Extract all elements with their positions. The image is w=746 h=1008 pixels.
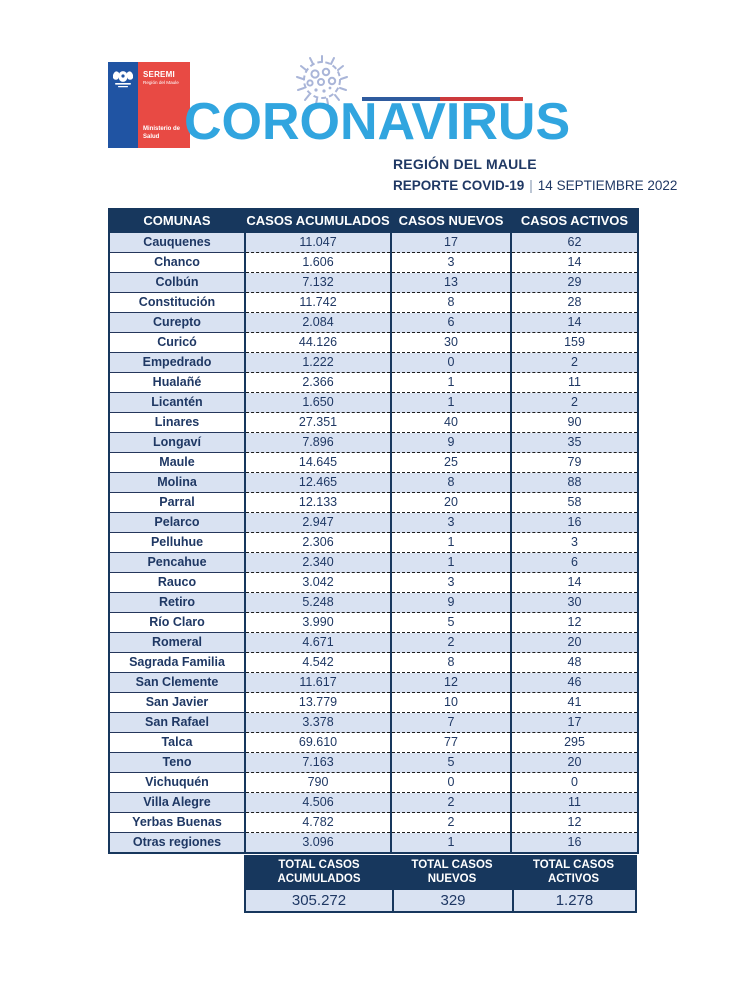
value-cell: 20 [511, 753, 638, 773]
table-row [109, 713, 638, 733]
value-cell: 3.042 [245, 573, 391, 593]
value-cell: 11 [511, 793, 638, 813]
value-cell: 10 [391, 693, 511, 713]
comuna-cell: Colbún [109, 273, 245, 293]
value-cell: 11.742 [245, 293, 391, 313]
comuna-cell: Chanco [109, 253, 245, 273]
value-cell: 8 [391, 653, 511, 673]
value-cell: 6 [511, 553, 638, 573]
value-cell: 17 [511, 713, 638, 733]
value-cell: 12 [511, 813, 638, 833]
value-cell: 5 [391, 613, 511, 633]
value-cell: 3 [511, 533, 638, 553]
column-header-comunas: COMUNAS [109, 209, 245, 232]
value-cell: 58 [511, 493, 638, 513]
table-row [109, 373, 638, 393]
column-header-casos-nuevos: CASOS NUEVOS [391, 209, 511, 232]
totals-header-activos: TOTAL CASOS ACTIVOS [532, 859, 615, 885]
total-nuevos-value: 329 [392, 890, 512, 911]
value-cell: 1.222 [245, 353, 391, 373]
column-header-casos-activos: CASOS ACTIVOS [511, 209, 638, 232]
comuna-cell: Curepto [109, 313, 245, 333]
comuna-cell: Hualañé [109, 373, 245, 393]
value-cell: 16 [511, 513, 638, 533]
comuna-cell: Licantén [109, 393, 245, 413]
value-cell: 3 [391, 513, 511, 533]
value-cell: 20 [511, 633, 638, 653]
table-header-row [109, 209, 638, 232]
value-cell: 44.126 [245, 333, 391, 353]
value-cell: 295 [511, 733, 638, 753]
comuna-cell: Sagrada Familia [109, 653, 245, 673]
comuna-cell: Longaví [109, 433, 245, 453]
comuna-cell: Vichuquén [109, 773, 245, 793]
minsal-logo [108, 62, 190, 148]
report-meta [393, 156, 677, 193]
table-row [109, 753, 638, 773]
logo-blue-panel [108, 62, 138, 148]
comuna-cell: Talca [109, 733, 245, 753]
value-cell: 7.163 [245, 753, 391, 773]
comuna-cell: Retiro [109, 593, 245, 613]
region-heading: REGIÓN DEL MAULE [393, 156, 537, 172]
report-date: 14 SEPTIEMBRE 2022 [537, 178, 678, 193]
value-cell: 12.133 [245, 493, 391, 513]
value-cell: 29 [511, 273, 638, 293]
totals-header-acumulados: TOTAL CASOS ACUMULADOS [277, 859, 361, 885]
value-cell: 5 [391, 753, 511, 773]
value-cell: 7 [391, 713, 511, 733]
value-cell: 11.047 [245, 232, 391, 253]
table-row [109, 293, 638, 313]
value-cell: 1 [391, 833, 511, 854]
communes-table [108, 208, 639, 854]
value-cell: 16 [511, 833, 638, 854]
value-cell: 1 [391, 553, 511, 573]
table-row [109, 333, 638, 353]
comuna-cell: Cauquenes [109, 232, 245, 253]
value-cell: 88 [511, 473, 638, 493]
report-label: REPORTE COVID-19 [393, 178, 525, 193]
table-row [109, 253, 638, 273]
value-cell: 4.506 [245, 793, 391, 813]
comuna-cell: Molina [109, 473, 245, 493]
table-row [109, 433, 638, 453]
table-row [109, 313, 638, 333]
comuna-cell: Villa Alegre [109, 793, 245, 813]
comuna-cell: Parral [109, 493, 245, 513]
table-row [109, 553, 638, 573]
value-cell: 2 [511, 353, 638, 373]
value-cell: 8 [391, 473, 511, 493]
table-row [109, 573, 638, 593]
ministry-label: Ministerio de Salud [143, 125, 181, 140]
value-cell: 12 [391, 673, 511, 693]
value-cell: 3.096 [245, 833, 391, 854]
comuna-cell: Empedrado [109, 353, 245, 373]
totals-header-row [246, 855, 635, 890]
value-cell: 4.782 [245, 813, 391, 833]
table-row [109, 232, 638, 253]
value-cell: 77 [391, 733, 511, 753]
value-cell: 4.671 [245, 633, 391, 653]
comuna-cell: Maule [109, 453, 245, 473]
totals-table [244, 855, 637, 913]
value-cell: 9 [391, 593, 511, 613]
comuna-cell: Pelluhue [109, 533, 245, 553]
value-cell: 14 [511, 573, 638, 593]
value-cell: 2.366 [245, 373, 391, 393]
table-row [109, 453, 638, 473]
value-cell: 8 [391, 293, 511, 313]
table-row [109, 513, 638, 533]
value-cell: 35 [511, 433, 638, 453]
value-cell: 0 [391, 773, 511, 793]
table-row [109, 533, 638, 553]
comuna-cell: Pencahue [109, 553, 245, 573]
table-row [109, 793, 638, 813]
report-heading [393, 178, 677, 193]
comuna-cell: Romeral [109, 633, 245, 653]
table-row [109, 773, 638, 793]
value-cell: 9 [391, 433, 511, 453]
value-cell: 25 [391, 453, 511, 473]
value-cell: 14 [511, 313, 638, 333]
table-row [109, 493, 638, 513]
totals-values-row [246, 890, 635, 911]
table-row [109, 693, 638, 713]
comuna-cell: Curicó [109, 333, 245, 353]
value-cell: 2.340 [245, 553, 391, 573]
value-cell: 2 [511, 393, 638, 413]
column-header-casos-acumulados: CASOS ACUMULADOS [245, 209, 391, 232]
value-cell: 12.465 [245, 473, 391, 493]
value-cell: 41 [511, 693, 638, 713]
value-cell: 14.645 [245, 453, 391, 473]
comuna-cell: Rauco [109, 573, 245, 593]
seremi-region-label: Región del Maule [143, 80, 179, 85]
comuna-cell: San Rafael [109, 713, 245, 733]
value-cell: 7.132 [245, 273, 391, 293]
comuna-cell: Yerbas Buenas [109, 813, 245, 833]
value-cell: 62 [511, 232, 638, 253]
value-cell: 1 [391, 373, 511, 393]
separator: | [529, 178, 533, 193]
table-row [109, 393, 638, 413]
value-cell: 11.617 [245, 673, 391, 693]
value-cell: 2 [391, 793, 511, 813]
table-row [109, 613, 638, 633]
value-cell: 790 [245, 773, 391, 793]
table-row [109, 353, 638, 373]
value-cell: 30 [511, 593, 638, 613]
comuna-cell: Teno [109, 753, 245, 773]
comuna-cell: Constitución [109, 293, 245, 313]
value-cell: 40 [391, 413, 511, 433]
value-cell: 0 [391, 353, 511, 373]
value-cell: 14 [511, 253, 638, 273]
value-cell: 27.351 [245, 413, 391, 433]
value-cell: 20 [391, 493, 511, 513]
value-cell: 17 [391, 232, 511, 253]
comuna-cell: Linares [109, 413, 245, 433]
table-row [109, 473, 638, 493]
value-cell: 6 [391, 313, 511, 333]
value-cell: 46 [511, 673, 638, 693]
table-row [109, 813, 638, 833]
value-cell: 3.990 [245, 613, 391, 633]
comuna-cell: San Clemente [109, 673, 245, 693]
table-row [109, 593, 638, 613]
value-cell: 13 [391, 273, 511, 293]
value-cell: 2.306 [245, 533, 391, 553]
value-cell: 2 [391, 813, 511, 833]
total-activos-value: 1.278 [512, 890, 635, 911]
comuna-cell: Río Claro [109, 613, 245, 633]
value-cell: 2 [391, 633, 511, 653]
table-row [109, 413, 638, 433]
value-cell: 79 [511, 453, 638, 473]
table-row [109, 653, 638, 673]
comuna-cell: San Javier [109, 693, 245, 713]
value-cell: 4.542 [245, 653, 391, 673]
page-title: CORONAVIRUS [184, 93, 571, 151]
value-cell: 28 [511, 293, 638, 313]
comuna-cell: Otras regiones [109, 833, 245, 854]
comuna-cell: Pelarco [109, 513, 245, 533]
table-row [109, 673, 638, 693]
table-row [109, 633, 638, 653]
value-cell: 13.779 [245, 693, 391, 713]
value-cell: 1 [391, 533, 511, 553]
value-cell: 3 [391, 253, 511, 273]
table-row [109, 273, 638, 293]
table-row [109, 833, 638, 854]
seremi-label: SEREMI [143, 70, 175, 79]
value-cell: 1.606 [245, 253, 391, 273]
value-cell: 2.084 [245, 313, 391, 333]
table-row [109, 733, 638, 753]
value-cell: 1.650 [245, 393, 391, 413]
value-cell: 2.947 [245, 513, 391, 533]
value-cell: 48 [511, 653, 638, 673]
total-acumulados-value: 305.272 [246, 890, 392, 911]
value-cell: 69.610 [245, 733, 391, 753]
logo-text-panel [138, 62, 190, 148]
value-cell: 5.248 [245, 593, 391, 613]
value-cell: 7.896 [245, 433, 391, 453]
value-cell: 1 [391, 393, 511, 413]
value-cell: 3.378 [245, 713, 391, 733]
value-cell: 3 [391, 573, 511, 593]
value-cell: 11 [511, 373, 638, 393]
value-cell: 159 [511, 333, 638, 353]
totals-header-nuevos: TOTAL CASOS NUEVOS [411, 859, 493, 885]
value-cell: 90 [511, 413, 638, 433]
value-cell: 12 [511, 613, 638, 633]
value-cell: 30 [391, 333, 511, 353]
value-cell: 0 [511, 773, 638, 793]
